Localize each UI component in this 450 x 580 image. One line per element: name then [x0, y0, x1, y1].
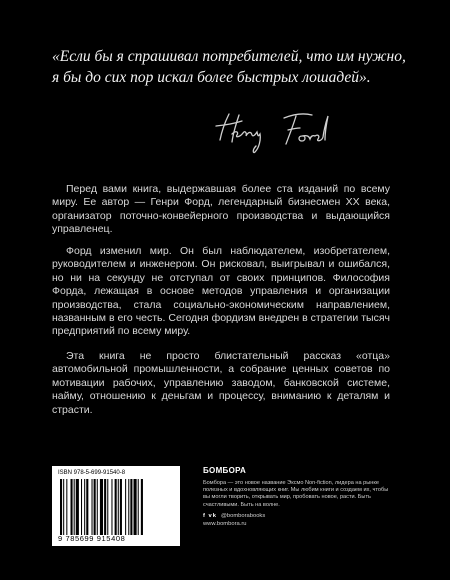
barcode-bar	[60, 479, 62, 535]
barcode-bar	[74, 479, 75, 535]
publisher-description: Бомбора — это новое название Эксмо Non-fiction, лидера на рынке полезных и вдохновляющих книг. Мы любим книги и создаем их, чтобы вы могли творить, открывать мир, пробовать новое, расти. Быть счастливыми. Быть на волне.	[203, 480, 389, 508]
barcode-bar	[71, 479, 73, 535]
barcode-bar	[76, 479, 79, 535]
isbn-number: ISBN 978-5-699-91540-8	[58, 470, 126, 476]
description-paragraph-3: Эта книга не просто блистательный рассказ «отца» автомобильной промышленности, а собрание ценных советов по мотивации рабочих, управлению заводом, банковской системе, найму, отношению к деньгам и процессу, вниманию к деталям и страсти.	[52, 350, 390, 416]
barcode-icon	[60, 479, 172, 535]
barcode-bar	[111, 479, 112, 535]
description-paragraph-1: Перед вами книга, выдержавшая более ста изданий по всему миру. Ее автор — Генри Форд, легендарный бизнесмен XX века, организатор поточно-конвейерного производства и выдающийся управленец.	[52, 183, 390, 236]
henry-ford-signature	[212, 106, 352, 156]
barcode-bar	[115, 479, 117, 535]
barcode-bar	[134, 479, 137, 535]
barcode-bar	[141, 479, 143, 535]
barcode-bar	[63, 479, 64, 535]
barcode-bar	[130, 479, 132, 535]
barcode-bar	[100, 479, 103, 535]
barcode-bar	[97, 479, 98, 535]
barcode-bar	[107, 479, 108, 535]
publisher-website: www.bombora.ru	[203, 520, 247, 527]
barcode-bar	[92, 479, 93, 535]
barcode-bar	[84, 479, 85, 535]
publisher-logo: БОМБОРА	[203, 466, 247, 475]
quote-line-2: я бы до сих пор искал более быстрых лошадей».	[52, 69, 371, 86]
social-handle: @bomborabooks	[221, 512, 266, 519]
barcode-panel	[52, 466, 180, 546]
social-icons: f vk	[203, 512, 217, 519]
barcode-bar	[120, 479, 122, 535]
quote	[52, 46, 422, 88]
barcode-bar	[81, 479, 82, 535]
quote-line-1: «Если бы я спрашивал потребителей, что им нужно,	[52, 48, 406, 65]
barcode-digits: 9 785699 915408	[58, 534, 126, 543]
barcode-bar	[118, 479, 119, 535]
barcode-bar	[125, 479, 126, 535]
barcode-bar	[94, 479, 96, 535]
barcode-bar	[138, 479, 139, 535]
barcode-bar	[104, 479, 106, 535]
social-links	[203, 513, 403, 519]
barcode-bar	[86, 479, 88, 535]
barcode-bar	[128, 479, 129, 535]
barcode-bar	[66, 479, 67, 535]
description-paragraph-2: Форд изменил мир. Он был наблюдателем, изобретателем, руководителем и инженером. Он рисковал, выигрывал и ошибался, но ни на секунду не отступал от своих принципов. Философия Форда, лежащая в основе методов управления и организации производства, стала социально-экономическим направлением, названным в его честь. Сегодня фордизм внедрен в стратегии тысяч предприятий по всему миру.	[52, 245, 390, 338]
publisher-block	[203, 466, 403, 527]
